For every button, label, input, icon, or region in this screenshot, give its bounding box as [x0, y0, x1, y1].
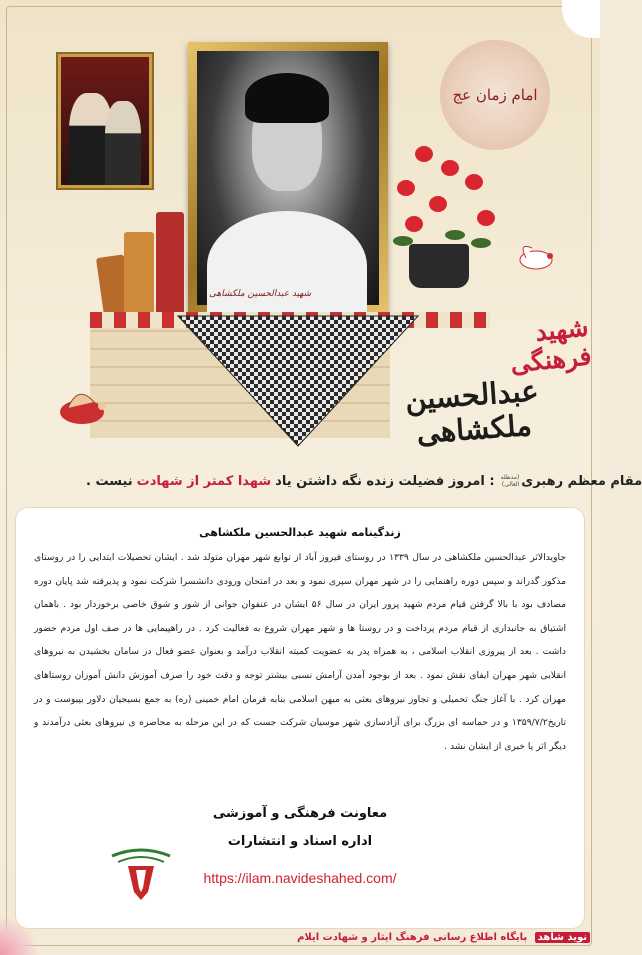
- quote-text-highlight: شهدا کمتر از شهادت: [136, 473, 272, 489]
- biography-text: جاویدالاثر عبدالحسین ملکشاهی در سال ۱۳۳۹ در روستای فیروز آباد از توابع شهر مهران متولد شد . ایشان تحصیلات ابتدایی را در روستای مذکور گذراند و سپس دوره راهنمایی را در شهر مهران سپری نمود و بعد در امتحان ورودی دانشسرا شرکت نمود و پذیرفته شد پایان دوره مصادف بود با بالا گرفتن قیام مردم شهید پرور ایران در سال ۵۶ ایشان در عنفوان جوانی از شور و شوق خاصی برخوردار بود . باهمان اشتیاق به جانبداری از قیام مردم پرداخت و در روستا ها و شهر مهران شروع به فعالیت کرد . در راهپیمایی ها در صف اول مردم حضور داشت . بعد از پیروزی انقلاب اسلامی ، به همراه پدر به عضویت کمیته انقلاب درآمد و بعنوان عضو فعال در سامان بخشیدن به نیروهای انقلابی شهر مهران ایفای نقش نمود . بعد از بوجود آمدن آرامش نسبی بیشتر توجه و دقت خود را صرف آموزش دانش آموزان روستاهای مهران کرد . با آغاز جنگ تحمیلی و تجاوز نیروهای بعثی به میهن اسلامی بنابه فرمان امام خمینی (ره) به جمع بسیجیان دلاور بپیوست و در تاریخ۱۳۵۹/۷/۲ و در حماسه ای بزرگ برای آزادسازی شهر موسیان شرکت جست که در این مرحله به محاصره ی نیروهای بعثی درآمدند و دیگر اثر یا خبری از ایشان نشد .: [34, 552, 567, 752]
- office-line-2: اداره اسناد و انتشارات: [227, 834, 373, 849]
- quote-speaker: مقام معظم رهبری: [521, 473, 642, 489]
- bird-illustration: [48, 380, 118, 434]
- emblem-text: امام زمان عج: [452, 86, 538, 104]
- website-link[interactable]: https://ilam.navideshahed.com/: [203, 870, 397, 886]
- quote-speaker-note: (مدظله العالی): [500, 474, 520, 488]
- quote-text-part1: : امروز فضیلت زنده نگه داشتن یاد: [275, 473, 495, 489]
- biography-title: زندگینامه شهید عبدالحسین ملکشاهی: [199, 526, 401, 539]
- photo-signature: شهید عبدالحسین ملکشاهی: [209, 289, 312, 299]
- footer-brand: نوید شاهد: [535, 932, 590, 943]
- geranium-flowers: [385, 140, 505, 310]
- calligraphy-emblem: [440, 40, 550, 150]
- leaders-photo: [61, 57, 149, 185]
- title-cultural-martyr: شهید فرهنگی: [509, 312, 593, 379]
- dove-illustration: [512, 236, 562, 276]
- martyr-photo-frame: [188, 42, 388, 314]
- footer-text: پایگاه اطلاع رسانی فرهنگ ایثار و شهادت ایلام: [297, 932, 528, 943]
- office-line-1: معاونت فرهنگی و آموزشی: [212, 806, 388, 821]
- footer-banner: [297, 932, 590, 952]
- books-illustration: [100, 206, 192, 316]
- leader-quote: [86, 466, 642, 496]
- leaders-portrait: [56, 52, 154, 190]
- biography-card: [16, 508, 584, 928]
- quote-text-part2: نیست .: [86, 473, 133, 489]
- martyr-name: عبدالحسین ملکشاهی: [403, 373, 540, 450]
- martyr-photo: [197, 51, 379, 305]
